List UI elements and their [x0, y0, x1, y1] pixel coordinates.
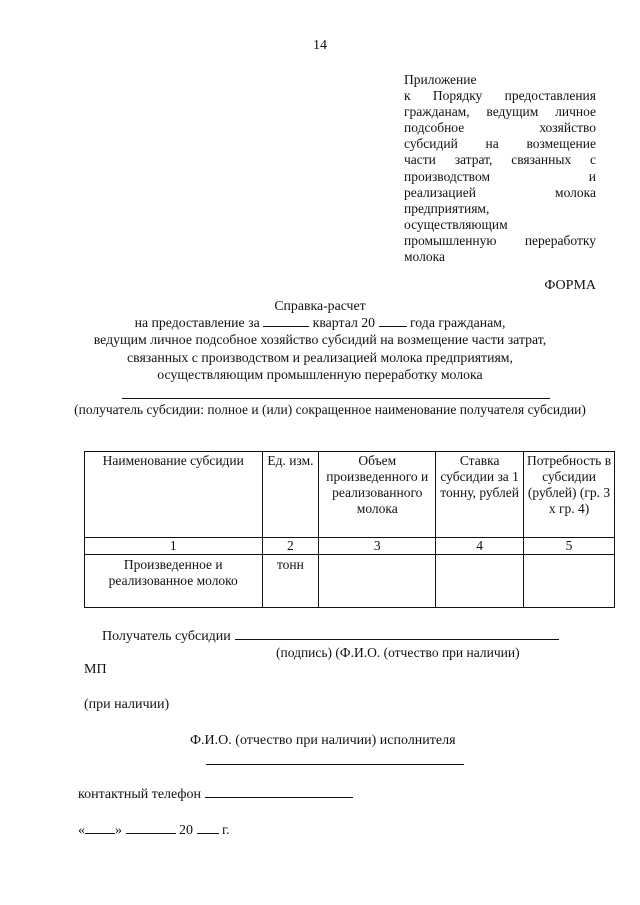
appendix-line: осуществляющим — [404, 216, 508, 232]
executor-name-field[interactable] — [206, 764, 464, 765]
page-number: 14 — [313, 38, 327, 53]
executor-caption: Ф.И.О. (отчество при наличии) исполнителя — [190, 733, 456, 748]
date-open-quote: « — [78, 823, 85, 838]
cell-volume[interactable] — [319, 555, 436, 608]
appendix-line: реализацией молока — [404, 184, 596, 200]
column-number: 5 — [524, 538, 615, 555]
stamp-note: (при наличии) — [84, 697, 170, 712]
recipient-caption: (получатель субсидии: полное и (или) сокращенное наименование получателя субсидии) — [74, 402, 586, 417]
signature-label: Получатель субсидии — [102, 629, 231, 644]
column-number: 4 — [436, 538, 524, 555]
phone-field[interactable] — [205, 785, 353, 798]
appendix-line: части затрат, связанных с — [404, 152, 596, 168]
column-number: 1 — [85, 538, 263, 555]
subsidy-table — [84, 451, 615, 608]
header-unit: Ед. изм. — [262, 452, 319, 538]
cell-rate[interactable] — [436, 555, 524, 608]
title-line: ведущим личное подсобное хозяйство субсидий на возмещение части затрат, — [93, 332, 547, 348]
cell-subsidy-name: Произведенное и реализованное молоко — [85, 555, 263, 608]
header-volume: Объем произведенного и реализованного молока — [319, 452, 436, 538]
phone-row — [78, 785, 353, 803]
signature-field[interactable] — [235, 627, 559, 640]
signature-row — [102, 627, 559, 645]
header-subsidy-name: Наименование субсидии — [85, 452, 263, 538]
header-rate: Ставка субсидии за 1 тонну, рублей — [436, 452, 524, 538]
stamp-label: МП — [84, 662, 107, 677]
appendix-line: предприятиям, — [404, 200, 490, 216]
date-close-quote: » — [115, 823, 122, 838]
year-field[interactable] — [379, 315, 407, 327]
phone-label: контактный телефон — [78, 787, 201, 802]
quarter-field[interactable] — [263, 315, 309, 327]
appendix-line: производством и — [404, 168, 596, 184]
appendix-line: Приложение — [404, 72, 477, 87]
title-quarter-text: квартал 20 — [312, 315, 376, 331]
date-year-prefix: 20 — [179, 823, 193, 838]
appendix-line: гражданам, ведущим личное — [404, 104, 596, 120]
cell-need[interactable] — [524, 555, 615, 608]
month-field[interactable] — [126, 821, 176, 834]
appendix-line: субсидий на возмещение — [404, 136, 596, 152]
title-year-text: года гражданам, — [409, 315, 506, 331]
appendix-line: промышленную переработку — [404, 232, 596, 248]
title-period-line — [60, 314, 580, 331]
signature-caption: (подпись) (Ф.И.О. (отчество при наличии) — [276, 645, 520, 660]
recipient-name-field[interactable] — [122, 398, 550, 399]
cell-unit: тонн — [262, 555, 319, 608]
header-need: Потребность в субсидии (рублей) (гр. 3 х гр. 4) — [524, 452, 615, 538]
day-field[interactable] — [85, 821, 115, 834]
title-line: Справка-расчет — [274, 298, 366, 313]
column-number: 2 — [262, 538, 319, 555]
document-title — [60, 297, 580, 383]
appendix-line: к Порядку предоставления — [404, 88, 596, 104]
title-period-text: на предоставление за — [134, 315, 260, 331]
column-number-row — [85, 538, 615, 555]
title-line: связанных с производством и реализацией молока предприятиям, — [126, 349, 513, 365]
form-label: ФОРМА — [544, 278, 596, 293]
date-year-field[interactable] — [197, 821, 219, 834]
column-number: 3 — [319, 538, 436, 555]
table-row — [85, 555, 615, 608]
table-header-row — [85, 452, 615, 538]
appendix-line: молока — [404, 249, 445, 265]
title-line: осуществляющим промышленную переработку молока — [157, 366, 483, 382]
date-row — [78, 821, 230, 839]
date-suffix: г. — [222, 823, 230, 838]
appendix-line: подсобное хозяйство — [404, 120, 596, 136]
appendix-note — [404, 72, 596, 265]
